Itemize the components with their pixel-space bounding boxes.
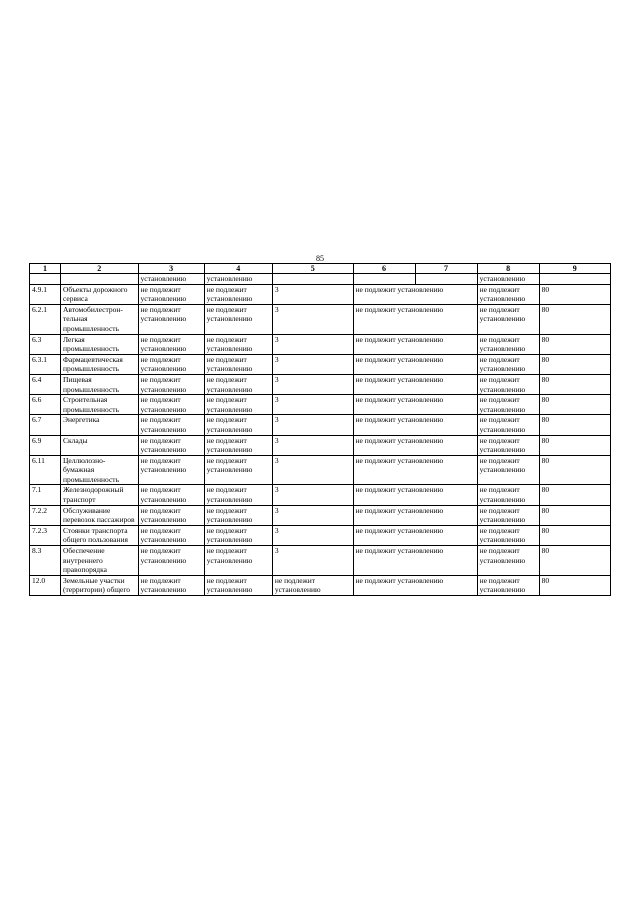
cell-67: не подлежит установлению (353, 395, 477, 415)
cell-67: не подлежит установлению (353, 485, 477, 505)
table-row (30, 395, 611, 415)
cell-9: 80 (539, 455, 610, 485)
cell-5: 3 (272, 374, 353, 394)
cell-5: 3 (272, 505, 353, 525)
table-row (30, 525, 611, 545)
cell-8: не подлежит установлению (477, 415, 539, 435)
header-cell: 8 (477, 264, 539, 274)
cell-code: 7.2.2 (30, 505, 61, 525)
cell-8: не подлежит установлению (477, 525, 539, 545)
cell-code: 6.9 (30, 435, 61, 455)
table-row (30, 354, 611, 374)
cell-3: не подлежит установлению (138, 304, 204, 334)
cell-8: не подлежит установлению (477, 485, 539, 505)
cell-name (61, 274, 139, 285)
cell-8: не подлежит установлению (477, 334, 539, 354)
table-row (30, 575, 611, 595)
cell-67: не подлежит установлению (353, 334, 477, 354)
cell-9: 80 (539, 505, 610, 525)
header-cell: 5 (272, 264, 353, 274)
table-row (30, 505, 611, 525)
cell-9: 80 (539, 395, 610, 415)
cell-9: 80 (539, 374, 610, 394)
header-row (30, 264, 611, 274)
cell-67: не подлежит установлению (353, 435, 477, 455)
cell-8: не подлежит установлению (477, 435, 539, 455)
cell-8: не подлежит установлению (477, 374, 539, 394)
cell-5: 3 (272, 304, 353, 334)
cell-5: 3 (272, 395, 353, 415)
cell-name: Энергетика (61, 415, 139, 435)
cell-3: не подлежит установлению (138, 284, 204, 304)
cell-code: 6.4 (30, 374, 61, 394)
table-row (30, 284, 611, 304)
cell-67: не подлежит установлению (353, 284, 477, 304)
cell-4: не подлежит установлению (204, 284, 272, 304)
cell-6 (353, 274, 415, 285)
cell-9: 80 (539, 304, 610, 334)
cell-4: не подлежит установлению (204, 415, 272, 435)
cell-5: 3 (272, 485, 353, 505)
cell-5: 3 (272, 546, 353, 576)
cell-7 (415, 274, 477, 285)
header-cell: 2 (61, 264, 139, 274)
cell-5 (272, 274, 353, 285)
cell-name: Фармацевтическая промышленность (61, 354, 139, 374)
cell-67: не подлежит установлению (353, 575, 477, 595)
cell-4: не подлежит установлению (204, 374, 272, 394)
cell-name: Земельные участки (территории) общего (61, 575, 139, 595)
regulations-table (29, 263, 611, 596)
table-row (30, 485, 611, 505)
cell-3: не подлежит установлению (138, 374, 204, 394)
cell-5: 3 (272, 354, 353, 374)
cell-5: не подлежит установлению (272, 575, 353, 595)
cell-4: не подлежит установлению (204, 546, 272, 576)
cell-code: 8.3 (30, 546, 61, 576)
cell-code: 7.1 (30, 485, 61, 505)
cell-8: не подлежит установлению (477, 546, 539, 576)
header-cell: 3 (138, 264, 204, 274)
cell-4: установлению (204, 274, 272, 285)
cell-name: Железнодорожный транспорт (61, 485, 139, 505)
cell-3: установлению (138, 274, 204, 285)
cell-67: не подлежит установлению (353, 415, 477, 435)
cell-code: 6.6 (30, 395, 61, 415)
cell-4: не подлежит установлению (204, 435, 272, 455)
cell-8: не подлежит установлению (477, 455, 539, 485)
cell-9: 80 (539, 525, 610, 545)
cell-code: 6.11 (30, 455, 61, 485)
cell-8: не подлежит установлению (477, 575, 539, 595)
cell-9: 80 (539, 435, 610, 455)
cell-3: не подлежит установлению (138, 354, 204, 374)
header-cell: 6 (353, 264, 415, 274)
table-row (30, 374, 611, 394)
cell-code: 6.3.1 (30, 354, 61, 374)
cell-4: не подлежит установлению (204, 334, 272, 354)
table-row (30, 546, 611, 576)
cell-code (30, 274, 61, 285)
cell-name: Автомобилестрон-тельная промышленность (61, 304, 139, 334)
cell-9: 80 (539, 575, 610, 595)
cell-67: не подлежит установлению (353, 374, 477, 394)
cell-name: Легкая промышленность (61, 334, 139, 354)
header-cell: 1 (30, 264, 61, 274)
cell-name: Пищевая промышленность (61, 374, 139, 394)
cell-67: не подлежит установлению (353, 304, 477, 334)
cell-4: не подлежит установлению (204, 455, 272, 485)
cell-name: Обслуживание перевозок пассажиров (61, 505, 139, 525)
cell-8: не подлежит установлению (477, 395, 539, 415)
cell-code: 4.9.1 (30, 284, 61, 304)
cell-3: не подлежит установлению (138, 505, 204, 525)
table-row (30, 435, 611, 455)
cell-67: не подлежит установлению (353, 546, 477, 576)
cell-5: 3 (272, 284, 353, 304)
table-row (30, 415, 611, 435)
cell-name: Объекты дорожного сервиса (61, 284, 139, 304)
cell-4: не подлежит установлению (204, 525, 272, 545)
cell-4: не подлежит установлению (204, 485, 272, 505)
header-cell: 9 (539, 264, 610, 274)
header-cell: 7 (415, 264, 477, 274)
cell-code: 6.7 (30, 415, 61, 435)
page-number: 85 (316, 254, 324, 263)
cell-8: установлению (477, 274, 539, 285)
cell-name: Стоянки транспорта общего пользования (61, 525, 139, 545)
cell-5: 3 (272, 435, 353, 455)
cell-3: не подлежит установлению (138, 415, 204, 435)
cell-5: 3 (272, 525, 353, 545)
header-cell: 4 (204, 264, 272, 274)
cell-5: 3 (272, 334, 353, 354)
cell-3: не подлежит установлению (138, 525, 204, 545)
cell-5: 3 (272, 415, 353, 435)
cell-name: Склады (61, 435, 139, 455)
table-row (30, 334, 611, 354)
cell-4: не подлежит установлению (204, 395, 272, 415)
cell-3: не подлежит установлению (138, 455, 204, 485)
cell-code: 12.0 (30, 575, 61, 595)
cell-9: 80 (539, 284, 610, 304)
cell-3: не подлежит установлению (138, 395, 204, 415)
cell-9: 80 (539, 546, 610, 576)
cell-code: 6.2.1 (30, 304, 61, 334)
cell-9: 80 (539, 485, 610, 505)
cell-name: Обеспечение внутреннего правопорядка (61, 546, 139, 576)
cell-code: 6.3 (30, 334, 61, 354)
cell-67: не подлежит установлению (353, 525, 477, 545)
table-row (30, 455, 611, 485)
cell-8: не подлежит установлению (477, 354, 539, 374)
cell-67: не подлежит установлению (353, 505, 477, 525)
cell-8: не подлежит установлению (477, 284, 539, 304)
cell-4: не подлежит установлению (204, 354, 272, 374)
cell-5: 3 (272, 455, 353, 485)
cell-9: 80 (539, 334, 610, 354)
cell-name: Строительная промышленность (61, 395, 139, 415)
cell-3: не подлежит установлению (138, 435, 204, 455)
table-row (30, 304, 611, 334)
continuation-row (30, 274, 611, 285)
cell-9: 80 (539, 354, 610, 374)
cell-3: не подлежит установлению (138, 575, 204, 595)
cell-3: не подлежит установлению (138, 546, 204, 576)
cell-3: не подлежит установлению (138, 334, 204, 354)
cell-8: не подлежит установлению (477, 505, 539, 525)
cell-9 (539, 274, 610, 285)
cell-67: не подлежит установлению (353, 354, 477, 374)
cell-name: Целлюлозно-бумажная промышленность (61, 455, 139, 485)
cell-4: не подлежит установлению (204, 575, 272, 595)
cell-4: не подлежит установлению (204, 505, 272, 525)
cell-8: не подлежит установлению (477, 304, 539, 334)
cell-3: не подлежит установлению (138, 485, 204, 505)
cell-4: не подлежит установлению (204, 304, 272, 334)
cell-9: 80 (539, 415, 610, 435)
cell-67: не подлежит установлению (353, 455, 477, 485)
cell-code: 7.2.3 (30, 525, 61, 545)
